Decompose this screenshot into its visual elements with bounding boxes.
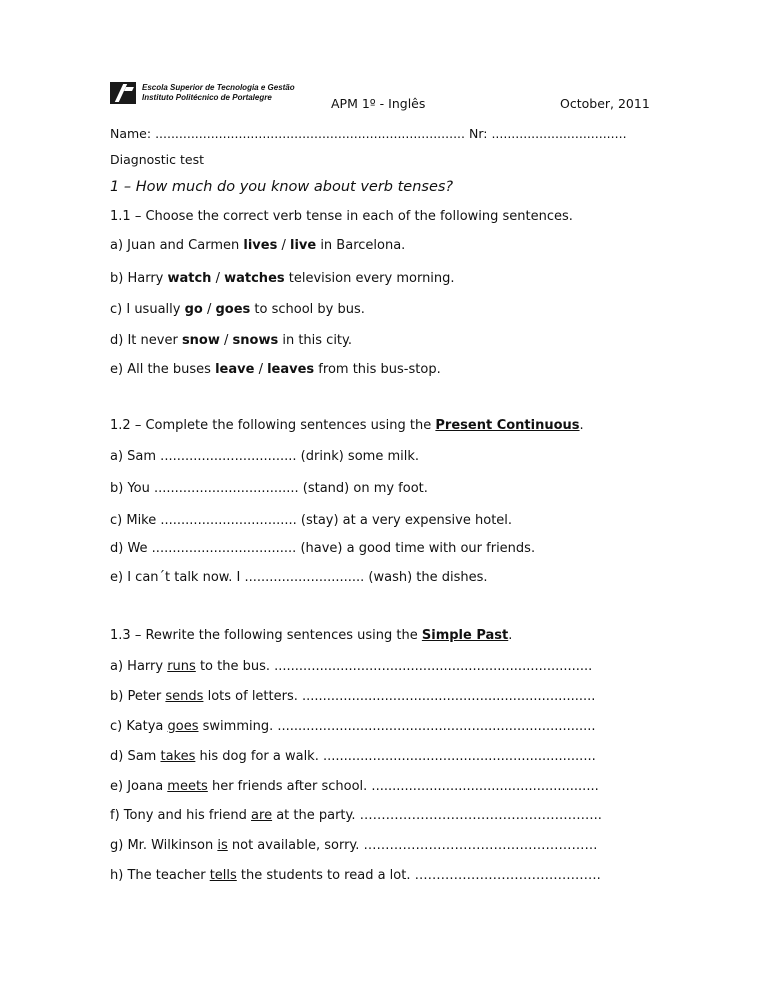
target-verb: are xyxy=(251,808,273,823)
school-line-1: Escola Superior de Tecnologia e Gestão xyxy=(142,83,295,92)
target-verb: takes xyxy=(160,749,196,764)
target-verb: goes xyxy=(167,719,199,734)
q11-item: d) It never snow / snows in this city. xyxy=(110,333,353,348)
q13-item: e) Joana meets her friends after school. ....................................................... xyxy=(110,779,599,794)
nr-label: Nr: xyxy=(468,126,488,141)
course-label: APM 1º - Inglês xyxy=(331,96,426,111)
q13-keyword: Simple Past xyxy=(421,628,509,643)
target-verb: is xyxy=(217,838,228,853)
school-logo xyxy=(110,82,136,104)
q11-item: b) Harry watch / watches television every morning. xyxy=(110,271,455,286)
q12-item: c) Mike ................................. (stay) at a very expensive hotel. xyxy=(110,513,513,528)
verb-option-1: go xyxy=(184,302,203,317)
q13-item: d) Sam takes his dog for a walk. .................................................................. xyxy=(110,749,596,764)
q12-item: d) We ................................... (have) a good time with our friends. xyxy=(110,541,536,556)
verb-option-2: leaves xyxy=(267,362,315,377)
verb-option-2: watches xyxy=(224,271,285,286)
school-name xyxy=(142,83,295,103)
target-verb: sends xyxy=(165,689,204,704)
name-line xyxy=(110,126,627,141)
verb-option-1: leave xyxy=(215,362,255,377)
q12-instruction: 1.2 – Complete the following sentences using the Present Continuous. xyxy=(110,418,584,433)
q13-item: h) The teacher tells the students to read a lot. ……………………………………. xyxy=(110,868,601,883)
q11-item: c) I usually go / goes to school by bus. xyxy=(110,302,365,317)
q11-item: e) All the buses leave / leaves from this bus-stop. xyxy=(110,362,441,377)
section-1-title: 1 – How much do you know about verb tenses? xyxy=(110,179,454,195)
verb-option-2: live xyxy=(289,238,317,253)
q12-keyword: Present Continuous xyxy=(435,418,580,433)
test-title: Diagnostic test xyxy=(110,152,205,167)
verb-option-2: goes xyxy=(215,302,251,317)
target-verb: meets xyxy=(167,779,208,794)
nr-field: .................................. xyxy=(487,126,627,141)
q13-number: 1.3 xyxy=(110,628,131,643)
q13-item: b) Peter sends lots of letters. ....................................................................... xyxy=(110,689,596,704)
q11-item: a) Juan and Carmen lives / live in Barcelona. xyxy=(110,238,406,253)
date-label: October, 2011 xyxy=(560,96,650,111)
verb-option-2: snows xyxy=(232,333,279,348)
q13-item: g) Mr. Wilkinson is not available, sorry. ……………………………………………… xyxy=(110,838,598,853)
q11-instruction: 1.1 – Choose the correct verb tense in each of the following sentences. xyxy=(110,209,573,224)
school-line-2: Instituto Politécnico de Portalegre xyxy=(142,93,272,102)
target-verb: tells xyxy=(209,868,237,883)
name-field: .............................................................................. xyxy=(151,126,465,141)
q13-item: f) Tony and his friend are at the party. ……………………………………………….. xyxy=(110,808,602,823)
target-verb: runs xyxy=(167,659,196,674)
q11-number: 1.1 xyxy=(110,209,131,224)
q12-item: a) Sam ................................. (drink) some milk. xyxy=(110,449,420,464)
q12-number: 1.2 xyxy=(110,418,131,433)
q12-item: e) I can´t talk now. I ............................. (wash) the dishes. xyxy=(110,570,488,585)
q12-item: b) You ................................... (stand) on my foot. xyxy=(110,481,428,496)
q13-instruction: 1.3 – Rewrite the following sentences using the Simple Past. xyxy=(110,628,513,643)
verb-option-1: snow xyxy=(181,333,220,348)
verb-option-1: watch xyxy=(167,271,212,286)
q13-item: c) Katya goes swimming. ............................................................................. xyxy=(110,719,596,734)
name-label: Name: xyxy=(110,126,152,141)
q13-item: a) Harry runs to the bus. ............................................................................. xyxy=(110,659,593,674)
verb-option-1: lives xyxy=(243,238,278,253)
